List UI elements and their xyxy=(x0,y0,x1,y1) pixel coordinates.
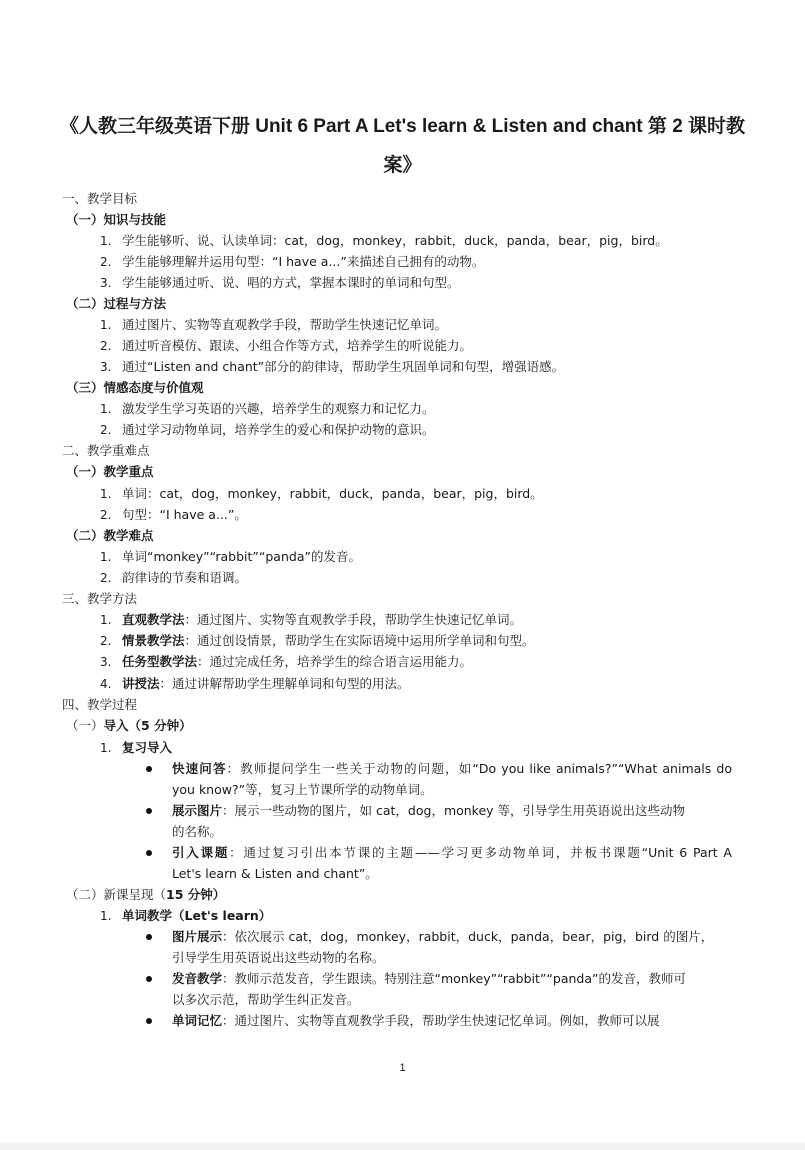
bullet-dot xyxy=(146,766,152,772)
list-number: 1. xyxy=(100,550,112,564)
list-number: 2. xyxy=(100,571,112,585)
list-number: 1. xyxy=(100,613,112,627)
subsection-heading-warmup xyxy=(66,718,192,734)
subsection-title: 15 分钟） xyxy=(166,887,226,902)
list-item: 通过听音模仿、跟读、小组合作等方式，培养学生的听说能力。 xyxy=(122,338,473,353)
subsection-heading-attitude: （三）情感态度与价值观 xyxy=(66,380,204,395)
list-number: 3. xyxy=(100,276,112,290)
section-heading-procedure: 四、教学过程 xyxy=(62,697,138,712)
bullet-line-continued: 以多次示范，帮助学生纠正发音。 xyxy=(172,992,360,1007)
list-number: 1. xyxy=(100,402,112,416)
bullet-line-continued: 的名称。 xyxy=(172,824,223,839)
bullet-line xyxy=(172,971,686,987)
list-item: 单词“monkey”“rabbit”“panda”的发音。 xyxy=(122,549,361,564)
list-item xyxy=(122,676,410,692)
bullet-line xyxy=(172,1013,660,1029)
method-text: ：通过完成任务，培养学生的综合语言运用能力。 xyxy=(197,654,473,669)
subsection-heading-focus: （一）教学重点 xyxy=(66,464,154,479)
method-label: 情景教学法 xyxy=(122,633,185,648)
list-number: 2. xyxy=(100,508,112,522)
list-number: 2. xyxy=(100,255,112,269)
bullet-dot xyxy=(146,850,152,856)
list-number: 2. xyxy=(100,423,112,437)
list-number: 3. xyxy=(100,655,112,669)
method-text: ：通过图片、实物等直观教学手段，帮助学生快速记忆单词。 xyxy=(184,612,523,627)
list-number: 1. xyxy=(100,234,112,248)
document-title-line2: 案》 xyxy=(383,155,422,176)
bullet-text: ：展示一些动物的图片，如 cat，dog，monkey 等，引导学生用英语说出这些动物 xyxy=(222,803,686,818)
bullet-dot xyxy=(146,934,152,940)
method-text: ：通过创设情景，帮助学生在实际语境中运用所学单词和句型。 xyxy=(184,633,535,648)
subsection-heading-knowledge: （一）知识与技能 xyxy=(66,212,167,227)
bullet-line xyxy=(172,845,732,861)
list-item xyxy=(122,612,522,628)
list-item xyxy=(122,633,535,649)
list-item: 单词教学（Let's learn） xyxy=(122,908,272,923)
bullet-text: ：通过图片、实物等直观教学手段，帮助学生快速记忆单词。例如，教师可以展 xyxy=(222,1013,660,1028)
subsection-heading-process: （二）过程与方法 xyxy=(66,296,167,311)
bullet-line xyxy=(172,929,713,945)
subsection-heading-presentation xyxy=(66,887,225,903)
bullet-label: 图片展示 xyxy=(172,929,223,944)
subsection-prefix: （二）新课呈现（ xyxy=(66,887,167,902)
list-number: 1. xyxy=(100,487,112,501)
list-number: 1. xyxy=(100,741,112,755)
list-item: 复习导入 xyxy=(122,740,173,755)
list-item: 通过图片、实物等直观教学手段，帮助学生快速记忆单词。 xyxy=(122,317,448,332)
method-label: 讲授法 xyxy=(122,676,160,691)
list-item: 学生能够通过听、说、唱的方式，掌握本课时的单词和句型。 xyxy=(122,275,460,290)
section-heading-key-points: 二、教学重难点 xyxy=(62,443,150,458)
list-item: 单词：cat，dog，monkey，rabbit，duck，panda，bear，pig，bird。 xyxy=(122,486,543,501)
list-item: 学生能够听、说、认读单词：cat，dog，monkey，rabbit，duck，panda，bear，pig，bird。 xyxy=(122,233,668,248)
list-item: 通过“Listen and chant”部分的韵律诗，帮助学生巩固单词和句型，增强语感。 xyxy=(122,359,565,374)
section-heading-objectives: 一、教学目标 xyxy=(62,191,138,206)
subsection-title: 导入（5 分钟） xyxy=(103,718,192,733)
bullet-label: 单词记忆 xyxy=(172,1013,223,1028)
subsection-prefix: （一） xyxy=(66,718,104,733)
bullet-line-continued: you know?”等，复习上节课所学的动物单词。 xyxy=(172,782,433,797)
list-item: 学生能够理解并运用句型：“I have a...”来描述自己拥有的动物。 xyxy=(122,254,485,269)
method-label: 任务型教学法 xyxy=(122,654,198,669)
subsection-heading-difficulty: （二）教学难点 xyxy=(66,528,154,543)
bullet-line xyxy=(172,803,685,819)
list-number: 4. xyxy=(100,677,112,691)
method-text: ：通过讲解帮助学生理解单词和句型的用法。 xyxy=(159,676,410,691)
method-label: 直观教学法 xyxy=(122,612,185,627)
list-number: 1. xyxy=(100,909,112,923)
bullet-line xyxy=(172,761,732,777)
bullet-text: ：教师示范发音，学生跟读。特别注意“monkey”“rabbit”“panda”的发音，教师可 xyxy=(222,971,686,986)
list-number: 2. xyxy=(100,339,112,353)
bullet-text: ：依次展示 cat，dog，monkey，rabbit，duck，panda，bear，pig，bird 的图片， xyxy=(222,929,714,944)
bullet-text: ：通过复习引出本节课的主题——学习更多动物单词，并板书课题“Unit 6 Part A xyxy=(229,845,732,860)
bullet-dot xyxy=(146,976,152,982)
list-number: 3. xyxy=(100,360,112,374)
list-item: 韵律诗的节奏和语调。 xyxy=(122,570,248,585)
list-item: 句型：“I have a...”。 xyxy=(122,507,247,522)
bullet-label: 快速问答 xyxy=(172,761,227,776)
bullet-line-continued: 引导学生用英语说出这些动物的名称。 xyxy=(172,950,385,965)
bullet-label: 发音教学 xyxy=(172,971,223,986)
bullet-text: ：教师提问学生一些关于动物的问题，如“Do you like animals?”“What animals do xyxy=(226,761,732,776)
list-number: 1. xyxy=(100,318,112,332)
section-heading-methods: 三、教学方法 xyxy=(62,591,138,606)
list-item: 激发学生学习英语的兴趣，培养学生的观察力和记忆力。 xyxy=(122,401,435,416)
bullet-dot xyxy=(146,1018,152,1024)
bullet-line-continued: Let's learn & Listen and chant”。 xyxy=(172,866,378,881)
list-item: 通过学习动物单词，培养学生的爱心和保护动物的意识。 xyxy=(122,422,435,437)
page-number: 1 xyxy=(399,1062,406,1074)
bullet-dot xyxy=(146,808,152,814)
list-item xyxy=(122,654,472,670)
document-title-line1: 《人教三年级英语下册 Unit 6 Part A Let's learn & Listen and chant 第 2 课时教 xyxy=(59,116,746,137)
bullet-label: 展示图片 xyxy=(172,803,223,818)
list-number: 2. xyxy=(100,634,112,648)
bullet-label: 引入课题 xyxy=(172,845,230,860)
